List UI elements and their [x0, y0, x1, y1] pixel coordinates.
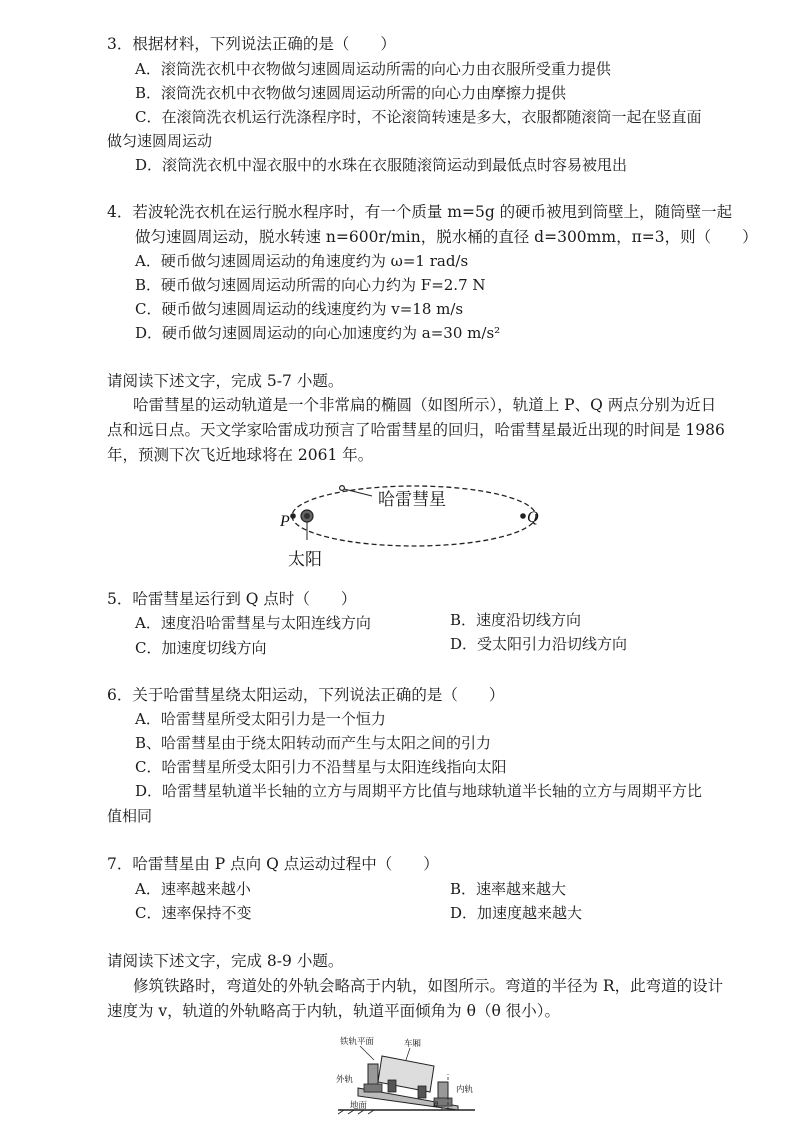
rail-curve-figure	[330, 1034, 480, 1116]
q5-stem: 5．哈雷彗星运行到 Q 点时（ ）	[107, 590, 357, 608]
q-label: Q	[527, 509, 539, 526]
comet-orbit-figure	[270, 472, 560, 577]
passage2-line1: 修筑铁路时，弯道处的外轨会略高于内轨，如图所示。弯道的半径为 R，此弯道的设计	[133, 977, 724, 995]
car-label: 车厢	[404, 1039, 422, 1049]
q5-option-a: A．速度沿哈雷彗星与太阳连线方向	[135, 614, 371, 632]
q4-stem-line2: 做匀速圆周运动，脱水转速 n=600r/min，脱水桶的直径 d=300mm，π=3，则（ ）	[135, 228, 758, 246]
car-leader	[406, 1048, 410, 1060]
q7-option-b: B．速率越来越大	[450, 880, 567, 898]
plane-label: 铁轨平面	[340, 1037, 375, 1047]
q4-option-d: D．硬币做匀速圆周运动的向心加速度约为 a=30 m/s²	[135, 324, 501, 342]
plane-leader	[360, 1046, 374, 1060]
q4-stem-line1: 4．若波轮洗衣机在运行脱水程序时，有一个质量 m=5g 的硬币被甩到筒壁上，随筒壁一起	[107, 203, 733, 221]
passage1-line2: 点和远日点。天文学家哈雷成功预言了哈雷彗星的回归，哈雷彗星最近出现的时间是 1986	[107, 421, 725, 439]
q3-option-d: D．滚筒洗衣机中湿衣服中的水珠在衣服随滚筒运动到最低点时容易被甩出	[135, 156, 628, 174]
q6-option-d: D．哈雷彗星轨道半长轴的立方与周期平方比值与地球轨道半长轴的立方与周期平方比	[135, 782, 703, 800]
sun-label: 太阳	[288, 550, 322, 570]
q7-option-c: C．速率保持不变	[135, 904, 252, 922]
q3-option-c: C．在滚筒洗衣机运行洗涤程序时，不论滚筒转速是多大，衣服都随滚筒一起在竖直面	[135, 108, 702, 126]
q6-option-a: A．哈雷彗星所受太阳引力是一个恒力	[135, 710, 386, 728]
outer-rail-base	[364, 1084, 382, 1092]
wheel	[418, 1086, 426, 1098]
q7-option-d: D．加速度越来越大	[450, 904, 583, 922]
passage1-intro: 请阅读下述文字，完成 5-7 小题。	[107, 372, 344, 390]
q5-option-d: D．受太阳引力沿切线方向	[450, 635, 628, 653]
q5-option-c: C．加速度切线方向	[135, 639, 267, 657]
passage2-intro: 请阅读下述文字，完成 8-9 小题。	[107, 952, 344, 970]
passage1-line1: 哈雷彗星的运动轨道是一个非常扁的椭圆（如图所示），轨道上 P、Q 两点分别为近日	[133, 396, 717, 414]
q7-stem: 7．哈雷彗星由 P 点向 Q 点运动过程中（ ）	[107, 855, 439, 873]
q7-option-a: A．速率越来越小	[135, 880, 251, 898]
q3-option-c-cont: 做匀速圆周运动	[107, 132, 213, 150]
outer-label: 外轨	[336, 1075, 354, 1085]
inner-label: 内轨	[456, 1085, 474, 1095]
q6-option-d-cont: 值相同	[107, 807, 153, 825]
wheel	[388, 1080, 396, 1092]
q6-stem: 6．关于哈雷彗星绕太阳运动，下列说法正确的是（ ）	[107, 686, 505, 704]
q4-option-c: C．硬币做匀速圆周运动的线速度约为 v=18 m/s	[135, 300, 464, 318]
q4-option-a: A．硬币做匀速圆周运动的角速度约为 ω=1 rad/s	[135, 252, 469, 270]
comet-marker	[340, 486, 345, 491]
ground-label: 地面	[350, 1101, 368, 1111]
angle-label: θ	[434, 1100, 438, 1109]
q3-option-b: B．滚筒洗衣机中衣物做匀速圆周运动所需的向心力由摩擦力提供	[135, 84, 567, 102]
q5-option-b: B．速度沿切线方向	[450, 611, 582, 629]
point-q-marker	[520, 513, 526, 519]
q6-option-b: B、哈雷彗星由于绕太阳转动而产生与太阳之间的引力	[135, 734, 492, 752]
comet-leader-line	[344, 489, 372, 496]
point-p-marker	[290, 513, 296, 519]
sun-core	[304, 513, 310, 519]
comet-label: 哈雷彗星	[378, 490, 446, 510]
q3-stem: 3．根据材料，下列说法正确的是（ ）	[107, 35, 396, 53]
passage2-line2: 速度为 v，轨道的外轨略高于内轨，轨道平面倾角为 θ（θ 很小）。	[107, 1002, 560, 1020]
q3-option-a: A．滚筒洗衣机中衣物做匀速圆周运动所需的向心力由衣服所受重力提供	[135, 60, 611, 78]
q4-option-b: B．硬币做匀速圆周运动所需的向心力约为 F=2.7 N	[135, 276, 486, 294]
q6-option-c: C．哈雷彗星所受太阳引力不沿彗星与太阳连线指向太阳	[135, 758, 507, 776]
p-label: P	[280, 513, 290, 530]
passage1-line3: 年，预测下次飞近地球将在 2061 年。	[107, 446, 374, 464]
